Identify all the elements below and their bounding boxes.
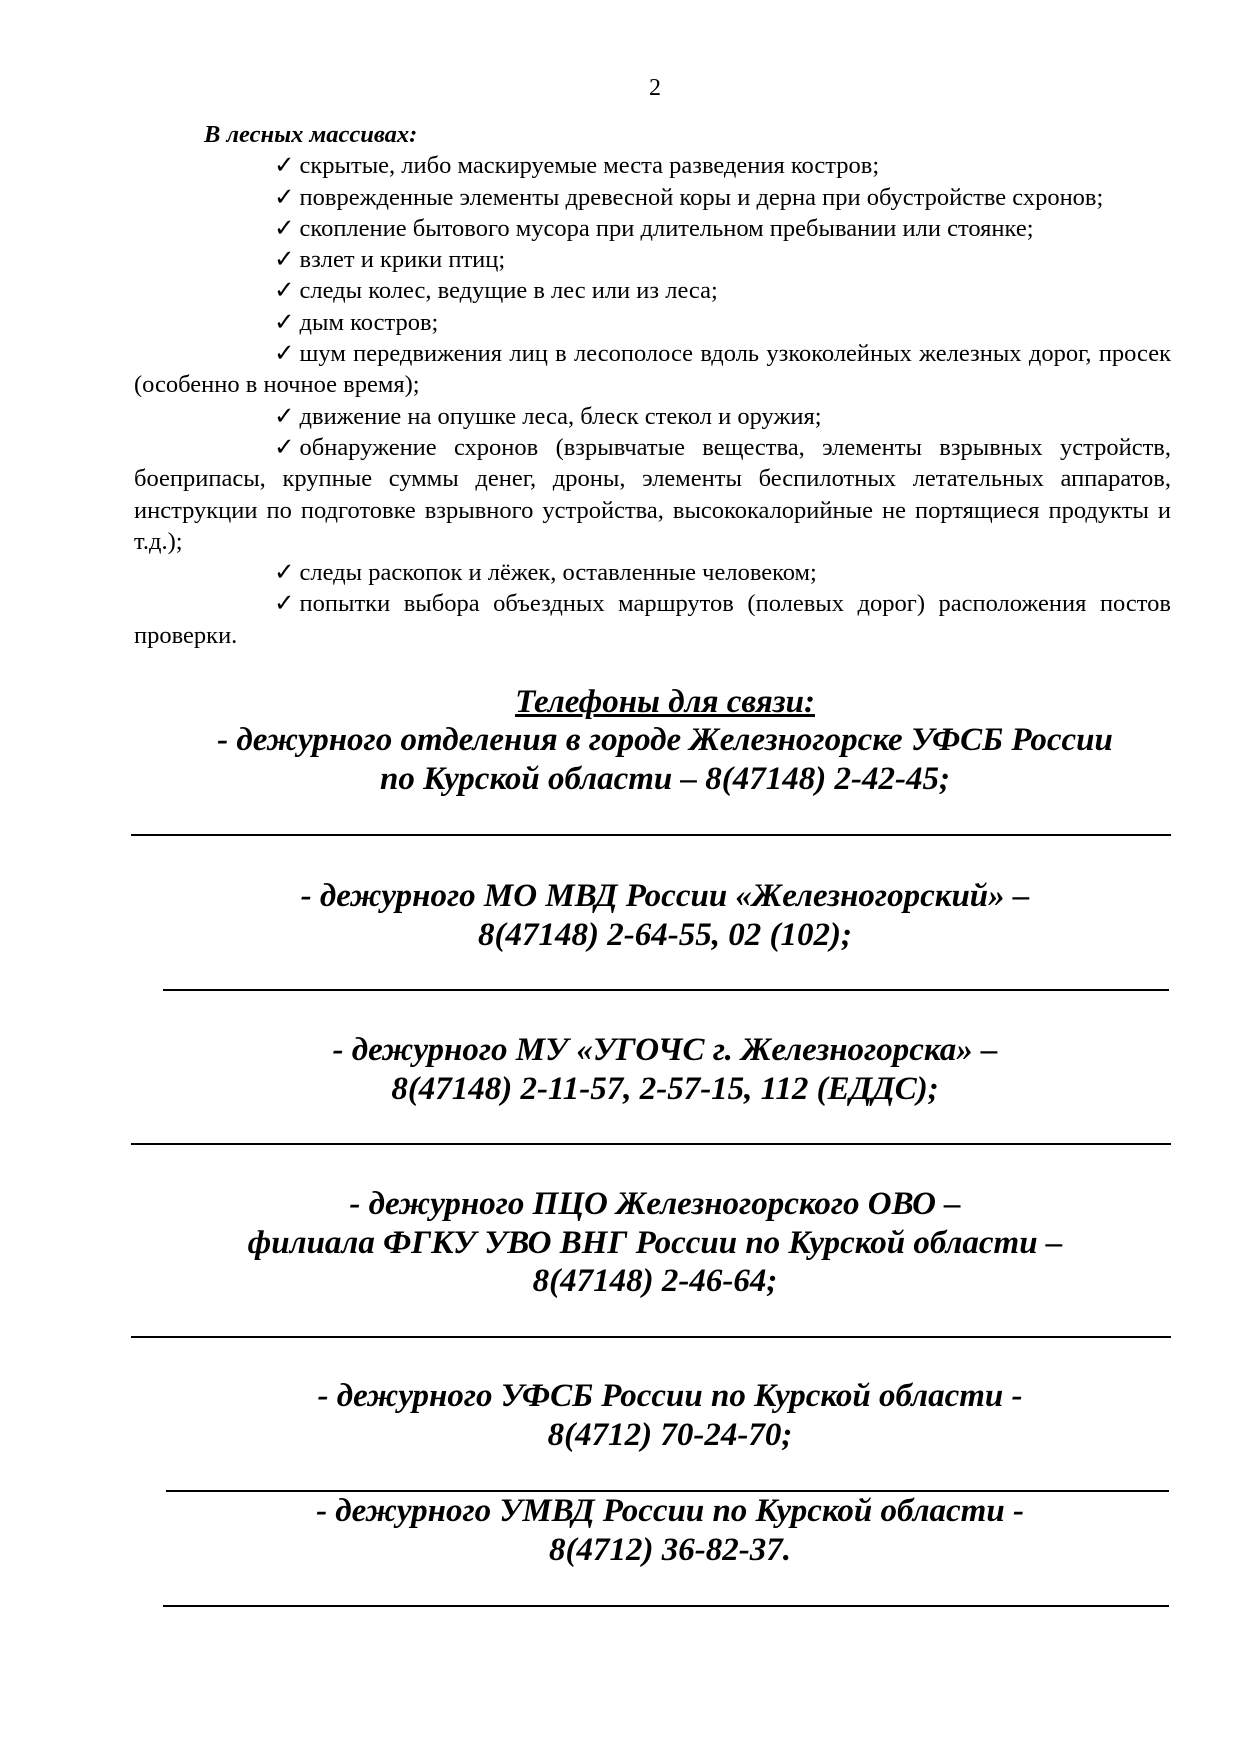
contact-block-umvd-kursk	[0, 1492, 1240, 1569]
list-item-text: дым костров;	[299, 308, 439, 336]
list-item	[134, 401, 1171, 432]
contact-phone: 8(4712) 36-82-37.	[549, 1531, 791, 1568]
checkmark-icon: ✓	[274, 402, 295, 430]
contact-phone: 8(4712) 70-24-70;	[547, 1416, 793, 1453]
checkmark-icon: ✓	[274, 277, 295, 305]
list-item	[134, 338, 1171, 401]
list-item	[134, 432, 1171, 557]
list-item	[134, 557, 1171, 588]
list-item	[134, 213, 1171, 244]
checkmark-icon: ✓	[274, 183, 295, 211]
list-item-text: следы раскопок и лёжек, оставленные человеком;	[299, 559, 817, 587]
list-item	[134, 182, 1171, 213]
list-item-text: попытки выбора объездных маршрутов (полевых дорог) расположения постов проверки.	[134, 590, 1171, 649]
page-number: 2	[649, 75, 661, 101]
list-item-text: скопление бытового мусора при длительном пребывании или стоянке;	[299, 214, 1034, 242]
contact-line: - дежурного УМВД России по Курской области -	[316, 1493, 1024, 1529]
list-item-text: поврежденные элементы древесной коры и дерна при обустройстве схронов;	[299, 183, 1104, 211]
list-item-text: шум передвижения лиц в лесополосе вдоль узкоколейных железных дорог, просек (особенно в ночное время);	[134, 340, 1171, 399]
list-item-text: следы колес, ведущие в лес или из леса;	[299, 277, 718, 305]
forest-section	[134, 119, 1171, 651]
contact-block-ovo	[0, 1185, 1240, 1301]
checkmark-icon: ✓	[274, 246, 295, 274]
checkmark-icon: ✓	[274, 214, 295, 242]
contact-phone: 8(47148) 2-46-64;	[532, 1263, 778, 1299]
contact-phone: 8(47148) 2-64-55, 02 (102);	[478, 916, 852, 953]
list-item	[134, 244, 1171, 275]
list-item	[134, 588, 1171, 651]
contact-block-mvd-zheleznogorsk	[0, 877, 1240, 954]
list-item-text: взлет и крики птиц;	[299, 246, 506, 274]
list-item	[134, 150, 1171, 181]
list-item	[134, 275, 1171, 306]
divider	[163, 989, 1169, 991]
contact-phone: по Курской области – 8(47148) 2-42-45;	[380, 760, 950, 797]
list-item-text: скрытые, либо маскируемые места разведения костров;	[299, 152, 880, 180]
contact-block-fsb-zheleznogorsk	[0, 721, 1240, 798]
checkmark-icon: ✓	[274, 308, 295, 336]
divider	[163, 1605, 1169, 1607]
divider	[131, 1336, 1171, 1338]
checkmark-icon: ✓	[274, 340, 295, 368]
contacts-title: Телефоны для связи:	[515, 684, 815, 720]
list-item-text: движение на опушке леса, блеск стекол и оружия;	[299, 402, 822, 430]
divider	[131, 1143, 1171, 1145]
contact-line: - дежурного МУ «УГОЧС г. Железногорска» –	[332, 1032, 998, 1068]
contact-line: филиала ФГКУ УВО ВНГ России по Курской области –	[247, 1224, 1063, 1261]
contact-line: - дежурного ПЦО Железногорского ОВО –	[349, 1186, 961, 1222]
contact-block-fsb-kursk	[0, 1377, 1240, 1454]
contact-line: - дежурного отделения в городе Железногорске УФСБ России	[217, 722, 1113, 758]
checkmark-icon: ✓	[274, 590, 295, 618]
list-item	[134, 307, 1171, 338]
checkmark-icon: ✓	[274, 433, 295, 461]
checkmark-icon: ✓	[274, 559, 295, 587]
section-heading: В лесных массивах:	[204, 121, 418, 148]
contact-block-ugochs	[0, 1031, 1240, 1108]
contact-line: - дежурного МО МВД России «Железногорский» –	[300, 878, 1030, 914]
list-item-text: обнаружение схронов (взрывчатые вещества, элементы взрывных устройств, боеприпасы, крупные суммы денег, дроны, элементы беспилотных летательных аппаратов, инструкции по подготовке взрывного устройства, высококалорийные не портящиеся продукты и т.д.);	[134, 433, 1171, 555]
contact-line: - дежурного УФСБ России по Курской области -	[317, 1378, 1023, 1414]
checkmark-icon: ✓	[274, 152, 295, 180]
contact-phone: 8(47148) 2-11-57, 2-57-15, 112 (ЕДДС);	[391, 1070, 939, 1107]
divider	[131, 834, 1171, 836]
